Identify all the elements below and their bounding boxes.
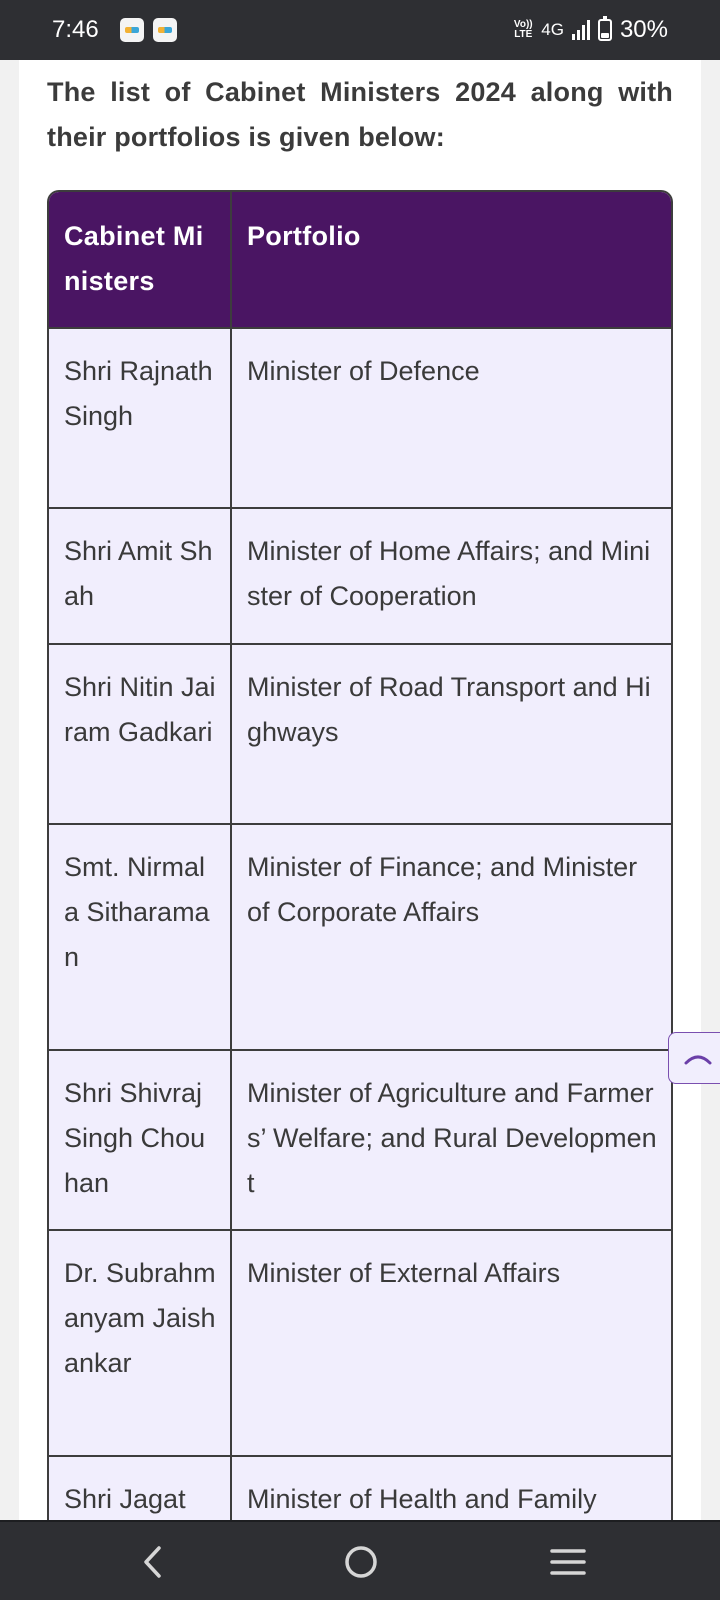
minister-portfolio: Minister of Road Transport and Highways <box>231 644 671 824</box>
minister-portfolio: Minister of External Affairs <box>231 1230 671 1456</box>
minister-portfolio: Minister of Health and Family <box>231 1456 671 1520</box>
chevron-up-icon <box>683 1047 713 1069</box>
scroll-to-top-button[interactable] <box>668 1032 720 1084</box>
battery-icon <box>598 19 612 41</box>
network-type: 4G <box>541 20 564 39</box>
volte-icon: Vo)) LTE <box>513 19 533 40</box>
table-row <box>49 644 671 824</box>
minister-portfolio: Minister of Home Affairs; and Minister of Cooperation <box>231 508 671 644</box>
minister-name: Shri Rajnath Singh <box>49 328 231 508</box>
column-header-portfolio: Portfolio <box>231 192 671 328</box>
notification-app-icon <box>153 18 177 42</box>
ministers-table <box>47 190 673 1520</box>
notification-app-icon <box>120 18 144 42</box>
minister-portfolio: Minister of Defence <box>231 328 671 508</box>
minister-name: Smt. Nirmala Sitharaman <box>49 824 231 1050</box>
table-row <box>49 824 671 1050</box>
minister-name: Shri Nitin Jairam Gadkari <box>49 644 231 824</box>
table-row <box>49 1456 671 1520</box>
article-card <box>19 60 701 1520</box>
column-header-ministers: Cabinet Ministers <box>49 192 231 328</box>
status-indicators <box>513 14 668 46</box>
table-row <box>49 328 671 508</box>
table-row <box>49 508 671 644</box>
status-time: 7:46 <box>52 16 99 43</box>
recents-icon[interactable] <box>546 1540 590 1584</box>
minister-portfolio: Minister of Agriculture and Farmers’ Welfare; and Rural Development <box>231 1050 671 1230</box>
back-icon[interactable] <box>132 1540 176 1584</box>
home-icon[interactable] <box>339 1540 383 1584</box>
signal-icon <box>572 20 590 40</box>
battery-percent: 30% <box>619 16 668 43</box>
status-bar <box>0 0 720 60</box>
system-nav-bar <box>0 1520 720 1600</box>
table-row <box>49 1230 671 1456</box>
article-intro: The list of Cabinet Ministers 2024 along with their portfolios is given below: <box>47 77 673 152</box>
minister-portfolio: Minister of Finance; and Minister of Corporate Affairs <box>231 824 671 1050</box>
table-header-row <box>49 192 671 328</box>
battery-level <box>601 33 609 38</box>
minister-name: Dr. Subrahmanyam Jaishankar <box>49 1230 231 1456</box>
table-row <box>49 1050 671 1230</box>
minister-name: Shri Shivraj Singh Chouhan <box>49 1050 231 1230</box>
minister-name: Shri Amit Shah <box>49 508 231 644</box>
minister-name: Shri Jagat <box>49 1456 231 1520</box>
